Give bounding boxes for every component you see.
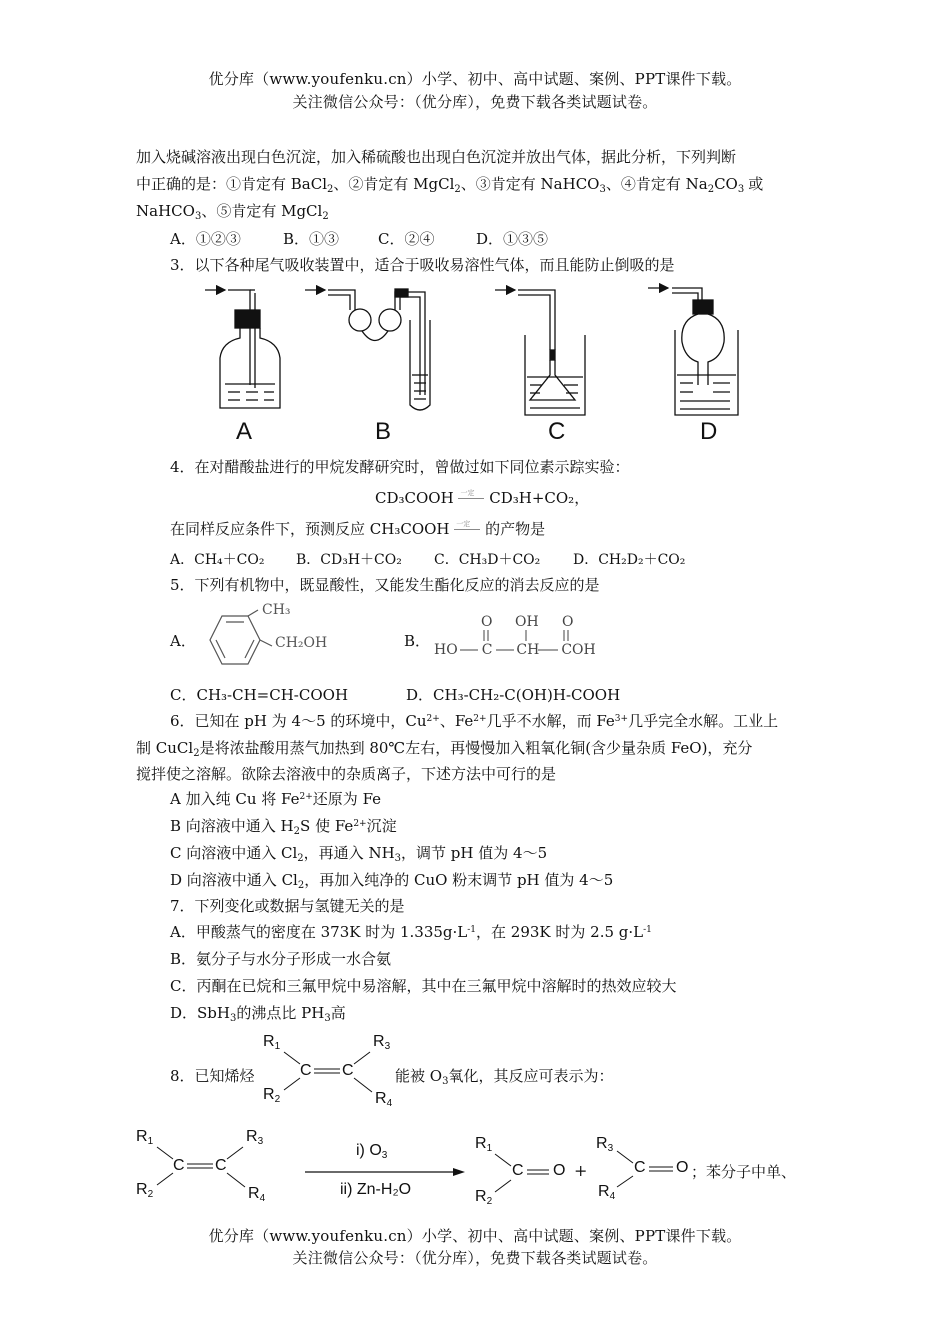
rx-reactant-bonds <box>143 1135 266 1205</box>
q6-option-b: B 向溶液中通入 $H_2S$ 使 $Fe^{2+}$沉淀 <box>170 817 397 837</box>
q5-option-a-label: A． <box>170 632 196 650</box>
rx-product1-bonds <box>485 1142 565 1212</box>
q2-line-1: 加入烧碱溶液出现白色沉淀，加入稀硫酸也出现白色沉淀并放出气体，据此分析，下列判断 <box>136 148 737 166</box>
q6-option-c: C 向溶液中通入 $Cl_2$，再通入 $NH_3$，调节 pH 值为 4～5 <box>170 844 548 864</box>
rx-r2: $R_2$ <box>136 1181 154 1200</box>
q3-apparatus-figure <box>190 280 760 450</box>
q6-line-2: 制 CuCl$_2$是将浓盐酸用蒸气加热到 80℃左右，再慢慢加入粗氧化铜(含少量杂质 FeO)，充分 <box>136 739 753 759</box>
apparatus-a <box>205 290 280 408</box>
q4-stem: 4．在对醋酸盐进行的甲烷发酵研究时，曾做过如下同位素示踪实验： <box>170 458 630 476</box>
q4-line-2: 在同样反应条件下，预测反应 CH₃COOH 一定 的产物是 <box>170 520 546 538</box>
q2-option-a: A．①②③ <box>170 230 241 248</box>
apparatus-label-a: A <box>236 418 253 445</box>
rx-p2-o: O <box>676 1159 689 1176</box>
q4-option-c: C．CH₃D＋CO₂ <box>434 552 541 568</box>
rx-p1-c: C <box>512 1162 524 1179</box>
q5-option-c: C．CH₃-CH=CH-COOH <box>170 686 349 704</box>
q5-b-o1: O <box>481 614 493 630</box>
footer-line-1: 优分库（www.youfenku.cn）小学、初中、高中试题、案例、PPT课件下载。 <box>208 1227 742 1245</box>
apparatus-label-d: D <box>700 418 718 445</box>
q8-alkene-r3: $R_3$ <box>373 1033 391 1052</box>
q7-option-c: C．丙酮在已烷和三氟甲烷中易溶解，其中在三氟甲烷中溶解时的热效应较大 <box>170 977 677 995</box>
rx-r4: $R_4$ <box>248 1185 266 1204</box>
rx-c1: C <box>173 1157 185 1174</box>
q2-line-2: 中正确的是：①肯定有 BaCl$_2$、②肯定有 MgCl$_2$、③肯定有 NaHCO$_3$、④肯定有 $Na_2CO_3$ 或 <box>136 175 764 195</box>
rx-p2-r4: $R_4$ <box>598 1183 616 1202</box>
rx-p1-o: O <box>553 1162 566 1179</box>
q6-option-d: D 向溶液中通入 $Cl_2$，再加入纯净的 CuO 粉末调节 pH 值为 4～5 <box>170 871 614 891</box>
q6-line-3: 搅拌使之溶解。欲除去溶液中的杂质离子，下述方法中可行的是 <box>136 765 557 783</box>
rx-p1-r1: $R_1$ <box>475 1135 493 1154</box>
rx-r3: $R_3$ <box>246 1128 264 1147</box>
rx-cond-1: i) $O_3$ <box>356 1142 388 1161</box>
q8-alkene-r2: $R_2$ <box>263 1086 281 1105</box>
q2-option-c: C．②④ <box>378 230 435 248</box>
q8-alkene-c1: C <box>300 1062 312 1079</box>
q5-a-ch3: CH₃ <box>262 602 291 618</box>
q4-option-b: B．CD₃H＋CO₂ <box>296 552 402 568</box>
q8-alkene-r4: $R_4$ <box>375 1090 393 1109</box>
q2-line-3: NaHCO$_3$、⑤肯定有 MgCl$_2$ <box>136 202 329 222</box>
q5-option-d: D．CH₃-CH₂-C(OH)H-COOH <box>406 686 621 704</box>
rx-r1: $R_1$ <box>136 1128 154 1147</box>
rx-p2-c: C <box>634 1159 646 1176</box>
q4-option-d: D．CH₂D₂＋CO₂ <box>573 552 686 568</box>
apparatus-d <box>648 288 738 415</box>
apparatus-label-c: C <box>548 418 566 445</box>
q8-alkene-bonds <box>270 1040 393 1110</box>
apparatus-c <box>495 290 585 415</box>
q5-b-main: HO C CH COH <box>434 642 596 658</box>
q5-a-ch2oh: CH₂OH <box>275 635 328 651</box>
q5-stem: 5．下列有机物中，既显酸性，又能发生酯化反应的消去反应的是 <box>170 576 600 594</box>
footer-line-2: 关注微信公众号：（优分库），免费下载各类试题试卷。 <box>292 1249 658 1267</box>
q3-stem: 3．以下各种尾气吸收装置中，适合于吸收易溶性气体，而且能防止倒吸的是 <box>170 256 675 274</box>
q5-option-b-label: B． <box>404 632 431 650</box>
rx-p2-r3: $R_3$ <box>596 1135 614 1154</box>
header-line-1: 优分库（www.youfenku.cn）小学、初中、高中试题、案例、PPT课件下载。 <box>208 70 742 88</box>
q5-benzene-structure <box>200 608 270 678</box>
q7-option-a: A．甲酸蒸气的密度在 373K 时为 $1.335g\cdot L^{-1}$，在 293K 时为 2.5 $g\cdot L^{-1}$ <box>170 923 652 941</box>
rx-arrow <box>305 1166 470 1178</box>
apparatus-b <box>305 289 430 410</box>
q2-option-d: D．①③⑤ <box>476 230 549 248</box>
header-line-2: 关注微信公众号：（优分库），免费下载各类试题试卷。 <box>292 93 658 111</box>
rx-cond-2: ii) Zn-H₂O <box>340 1181 412 1198</box>
rx-c2: C <box>215 1157 227 1174</box>
q8-alkene-c2: C <box>342 1062 354 1079</box>
apparatus-label-b: B <box>375 418 392 445</box>
rx-product2-bonds <box>607 1139 687 1209</box>
q4-equation: CD₃COOH 一定 CD₃H+CO₂， <box>375 489 590 507</box>
q8-after: 能被 $O_3$氧化，其反应可表示为： <box>395 1067 614 1087</box>
q6-line-1: 6．已知在 pH 为 4～5 的环境中，$Cu^{2+}$、$Fe^{2+}$几乎不水解，而 $Fe^{3+}$几乎完全水解。工业上 <box>170 712 779 730</box>
q7-stem: 7．下列变化或数据与氢键无关的是 <box>170 897 405 915</box>
q7-option-d: D．SbH$_3$的沸点比 $PH_3$高 <box>170 1004 346 1024</box>
q6-option-a: A 加入纯 Cu 将 $Fe^{2+}$还原为 Fe <box>170 790 382 808</box>
q5-b-o2: O <box>562 614 574 630</box>
q4-option-a: A．CH₄＋CO₂ <box>170 552 265 568</box>
q7-option-b: B．氨分子与水分子形成一水合氨 <box>170 950 392 968</box>
rx-p1-r2: $R_2$ <box>475 1188 493 1207</box>
rx-plus: + <box>574 1161 588 1180</box>
q8-alkene-r1: $R_1$ <box>263 1033 281 1052</box>
q5-b-oh: OH <box>515 614 539 630</box>
rx-tail: ；苯分子中单、 <box>691 1163 797 1181</box>
q2-option-b: B．①③ <box>283 230 340 248</box>
q8-lead: 8．已知烯烃 <box>170 1067 255 1085</box>
